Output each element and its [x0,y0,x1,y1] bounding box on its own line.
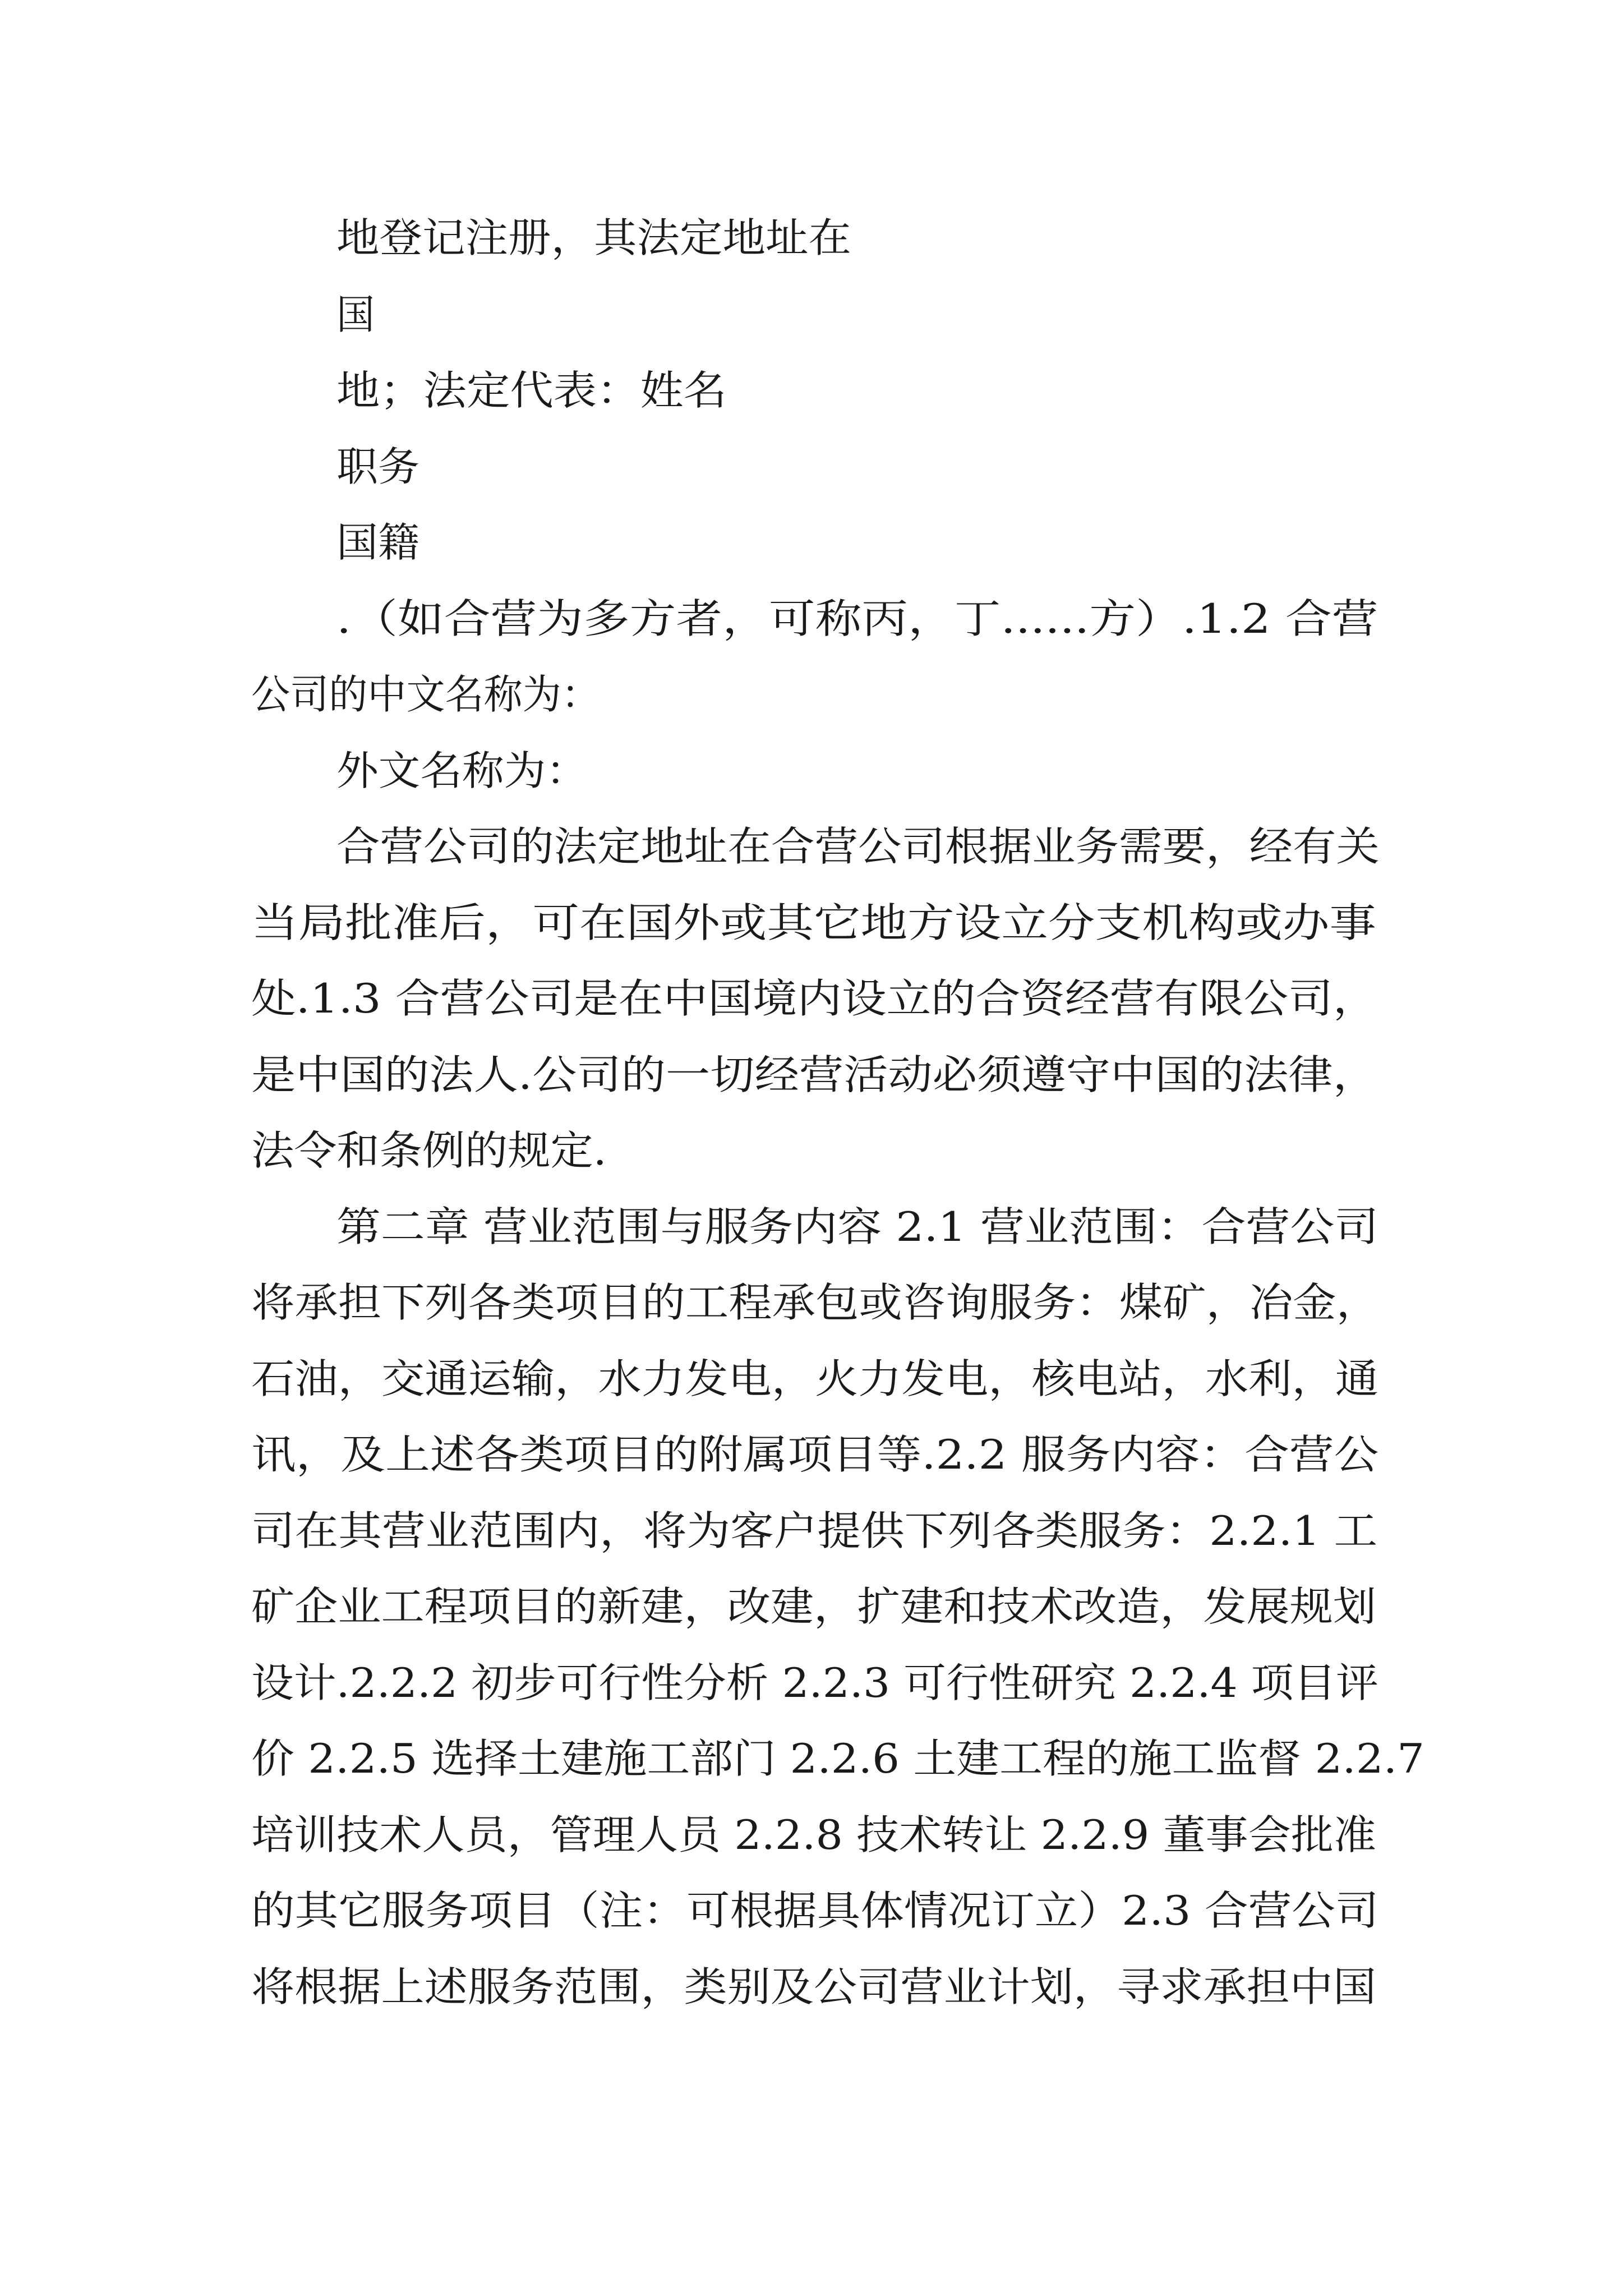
text-line-21: 价 2.2.5 选择土建施工部门 2.2.6 土建工程的施工监督 2.2.7 [251,1735,1425,1782]
text-line-23: 的其它服务项目（注：可根据具体情况订立）2.3 合营公司 [251,1887,1379,1934]
text-line-10: 当局批准后，可在国外或其它地方设立分支机构或办事 [251,899,1377,946]
text-line-19: 矿企业工程项目的新建，改建，扩建和技术改造，发展规划 [251,1583,1377,1630]
text-line-8: 外文名称为： [336,747,588,794]
text-line-13: 法令和条例的规定. [251,1127,607,1174]
text-line-20: 设计.2.2.2 初步可行性分析 2.2.3 可行性研究 2.2.4 项目评 [251,1659,1378,1706]
text-line-11: 处.1.3 合营公司是在中国境内设立的合资经营有限公司， [251,975,1378,1022]
text-line-4: 职务 [336,443,420,490]
text-line-15: 将承担下列各类项目的工程承包或咨询服务：煤矿，冶金， [251,1279,1380,1326]
text-line-18: 司在其营业范围内，将为客户提供下列各类服务：2.2.1 工 [251,1507,1378,1554]
text-line-12: 是中国的法人.公司的一切经营活动必须遵守中国的法律， [251,1051,1377,1098]
text-line-5: 国籍 [336,519,420,566]
text-line-24: 将根据上述服务范围，类别及公司营业计划，寻求承担中国 [251,1963,1377,2010]
text-line-6: .（如合营为多方者，可称丙，丁......方）.1.2 合营 [336,595,1378,642]
text-line-2: 国 [336,291,375,338]
text-line-3: 地；法定代表：姓名 [336,367,727,414]
text-line-22: 培训技术人员，管理人员 2.2.8 技术转让 2.2.9 董事会批准 [251,1811,1376,1858]
text-line-7: 公司的中文名称为： [251,671,601,718]
text-line-16: 石油，交通运输，水力发电，火力发电，核电站，水利，通 [251,1355,1379,1402]
text-line-9: 合营公司的法定地址在合营公司根据业务需要，经有关 [336,823,1380,870]
text-line-17: 讯，及上述各类项目的附属项目等.2.2 服务内容：合营公 [251,1431,1379,1478]
text-line-1: 地登记注册，其法定地址在 [336,214,852,261]
text-line-14: 第二章 营业范围与服务内容 2.1 营业范围：合营公司 [336,1203,1379,1250]
